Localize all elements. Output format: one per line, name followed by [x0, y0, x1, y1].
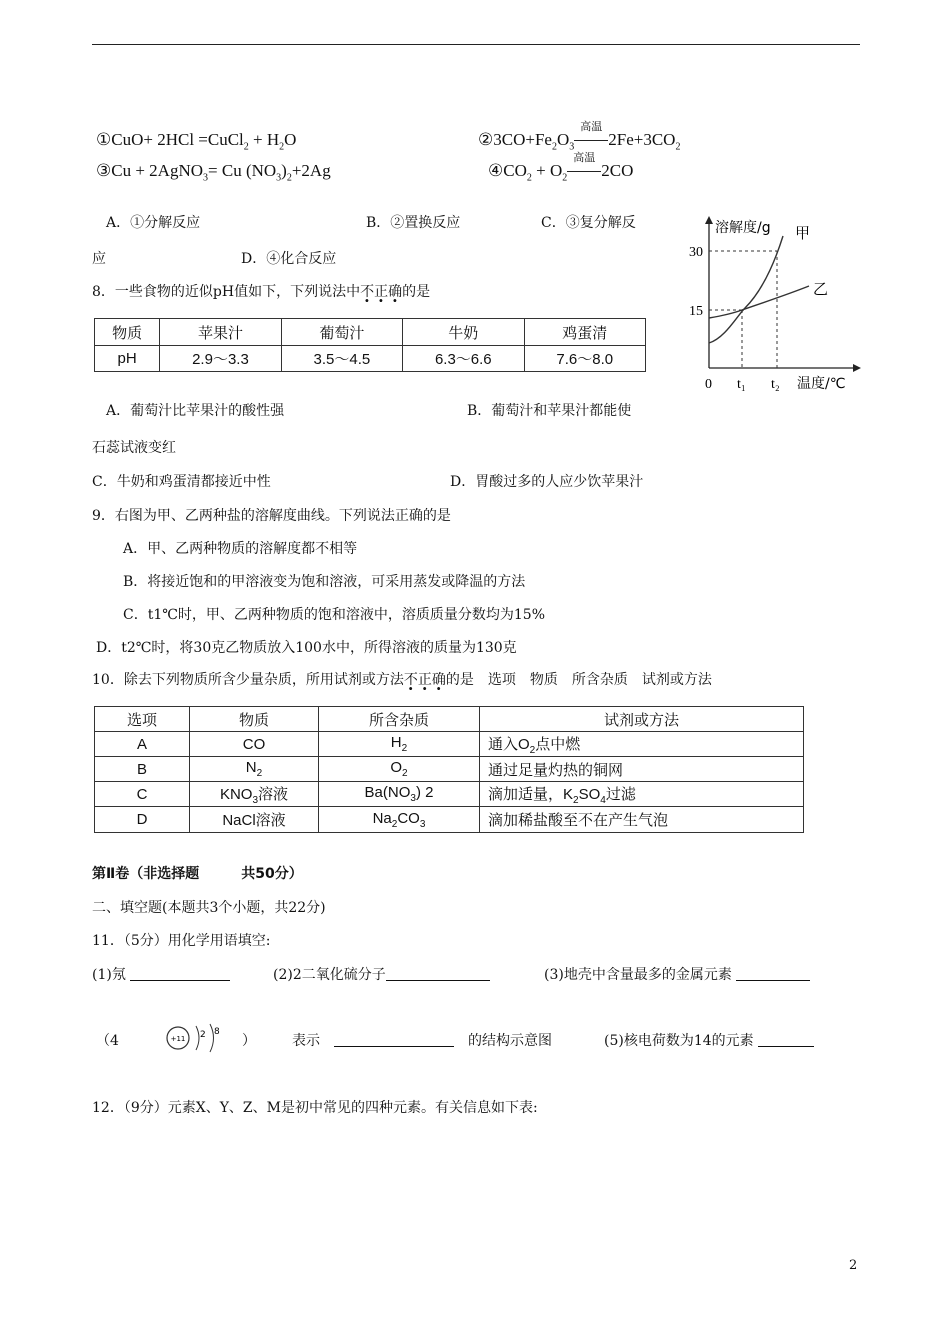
- shell-arc-1: [196, 1026, 199, 1050]
- curve-yi-label: 乙: [813, 280, 829, 298]
- q8-option-a: A．葡萄汁比苹果汁的酸性强: [106, 403, 285, 419]
- q11-part-3: (3)地壳中含量最多的金属元素: [544, 964, 810, 984]
- table-header: 葡萄汁: [281, 319, 402, 346]
- curve-jia-label: 甲: [795, 224, 811, 242]
- table-cell: D: [95, 807, 190, 833]
- q11-part-4-close: ）: [242, 1033, 256, 1049]
- ph-table: [94, 318, 646, 372]
- q8-option-c: C．牛奶和鸡蛋清都接近中性: [92, 474, 271, 490]
- atom-structure-diagram: [164, 1018, 228, 1058]
- q9-stem: 9．右图为甲、乙两种盐的溶解度曲线。下列说法正确的是: [92, 508, 451, 524]
- q11-part-5: (5)核电荷数为14的元素: [604, 1030, 814, 1050]
- equation-1: ①CuO+ 2HCl =CuCl$_2$ + $H_2O$: [96, 130, 297, 153]
- table-cell: 通过足量灼热的铜网: [480, 757, 804, 782]
- header-rule: [92, 44, 860, 45]
- q7-option-c-continued: 应: [92, 251, 106, 267]
- x-axis-arrow: [853, 364, 861, 372]
- table-header: 牛奶: [403, 319, 524, 346]
- table-cell: 滴加适量，$K_2SO_4$过滤: [480, 782, 804, 807]
- answer-blank[interactable]: [130, 966, 230, 981]
- table-cell: C: [95, 782, 190, 807]
- y-axis-label: 溶解度/g: [715, 220, 771, 236]
- q9-option-a: A．甲、乙两种物质的溶解度都不相等: [123, 541, 358, 557]
- table-cell: $KNO_3$溶液: [190, 782, 319, 807]
- shell-1-electrons: 2: [200, 1030, 206, 1040]
- q7-option-d: D．④化合反应: [241, 251, 337, 267]
- q8-option-d: D．胃酸过多的人应少饮苹果汁: [450, 474, 644, 490]
- y-axis-arrow: [705, 216, 713, 224]
- table-cell: 2.9～3.3: [160, 346, 281, 372]
- table-cell: 滴加稀盐酸至不在产生气泡: [480, 807, 804, 833]
- table-row: [95, 782, 804, 807]
- shell-2-electrons: 8: [214, 1027, 220, 1037]
- table-header: 试剂或方法: [480, 707, 804, 732]
- curve-jia: [709, 236, 783, 343]
- equation-3: ③Cu + 2AgNO$_3$= Cu $(NO_3)_2+2Ag$: [96, 161, 331, 184]
- table-cell: CO: [190, 732, 319, 757]
- table-cell: 6.3～6.6: [403, 346, 524, 372]
- q8-option-b: B．葡萄汁和苹果汁都能使: [467, 403, 632, 419]
- table-cell: $O_2$: [319, 757, 480, 782]
- table-cell: $H_2$: [319, 732, 480, 757]
- q11-stem: 11．（5分）用化学用语填空:: [92, 933, 271, 949]
- table-header: 所含杂质: [319, 707, 480, 732]
- q7-option-c: C．③复分解反: [541, 215, 636, 231]
- tick-t2: t₂: [771, 377, 780, 392]
- table-cell: 通入$O_2$点中燃: [480, 732, 804, 757]
- q9-option-b: B．将接近饱和的甲溶液变为饱和溶液，可采用蒸发或降温的方法: [123, 574, 526, 590]
- q12-stem: 12．（9分）元素X、Y、Z、M是初中常见的四种元素。有关信息如下表:: [92, 1100, 538, 1116]
- table-header: 物质: [95, 319, 160, 346]
- q7-option-a: A．①分解反应: [106, 215, 201, 231]
- equation-4: $④CO_2 + O_2$ 高温 2CO: [488, 151, 634, 184]
- reaction-condition: 高温: [574, 130, 608, 150]
- table-cell: $Ba(NO_3)$ 2: [319, 782, 480, 807]
- answer-blank[interactable]: [758, 1032, 814, 1047]
- table-cell: $N_2$: [190, 757, 319, 782]
- reaction-condition: 高温: [567, 161, 601, 181]
- table-header: 苹果汁: [160, 319, 281, 346]
- q10-stem: 10．除去下列物质所含少量杂质，所用试剂或方法不正确的是 选项 物质 所含杂质 试剂或方法: [92, 672, 712, 688]
- table-cell: pH: [95, 346, 160, 372]
- q7-option-b: B．②置换反应: [366, 215, 461, 231]
- table-cell: A: [95, 732, 190, 757]
- table-header: 物质: [190, 707, 319, 732]
- x-axis-label: 温度/℃: [797, 376, 846, 392]
- table-cell: 7.6～8.0: [524, 346, 645, 372]
- table-header: 鸡蛋清: [524, 319, 645, 346]
- table-row: [95, 732, 804, 757]
- q11-part-4: 表示 的结构示意图: [292, 1033, 552, 1049]
- table-header: 选项: [95, 707, 190, 732]
- answer-blank[interactable]: [736, 966, 810, 981]
- section-title: 二、填空题(本题共3个小题，共22分): [92, 900, 326, 916]
- nucleus-charge: +11: [170, 1035, 186, 1043]
- equation-2: $②3CO+Fe_2O_3$ 高温 $2Fe+3CO_2$: [478, 120, 681, 153]
- q9-option-d: D．t2℃时，将30克乙物质放入100水中，所得溶液的质量为130克: [96, 640, 517, 656]
- part2-title: 第Ⅱ卷（非选择题 共50分）: [92, 866, 303, 882]
- ph-table-row: [95, 346, 646, 372]
- answer-blank[interactable]: [334, 1032, 454, 1047]
- solubility-graph: [685, 208, 865, 400]
- q9-option-c: C．t1℃时，甲、乙两种物质的饱和溶液中，溶质质量分数均为15%: [123, 607, 546, 623]
- tick-30: 30: [689, 245, 703, 260]
- q8-stem: 8．一些食物的近似pH值如下，下列说法中不正确的是: [92, 284, 431, 300]
- q11-part-4-open: （4: [96, 1033, 119, 1049]
- tick-15: 15: [689, 304, 703, 319]
- table-cell: B: [95, 757, 190, 782]
- q11-part-1: (1)氖: [92, 964, 230, 984]
- table-row: [95, 757, 804, 782]
- table-row: [95, 807, 804, 833]
- shell-arc-2: [210, 1024, 214, 1052]
- table-cell: 3.5～4.5: [281, 346, 402, 372]
- answer-blank[interactable]: [386, 966, 490, 981]
- table-cell: NaCl溶液: [190, 807, 319, 833]
- ph-table-header-row: [95, 319, 646, 346]
- tick-t1: t₁: [737, 377, 746, 392]
- page-number: 2: [849, 1258, 858, 1273]
- origin-label: 0: [705, 377, 712, 392]
- q11-part-2: (2)2二氧化硫分子: [273, 964, 490, 984]
- q8-option-b-continued: 石蕊试液变红: [92, 440, 176, 456]
- table-cell: $Na_2CO_3$: [319, 807, 480, 833]
- impurity-table: [94, 706, 804, 833]
- impurity-table-header-row: [95, 707, 804, 732]
